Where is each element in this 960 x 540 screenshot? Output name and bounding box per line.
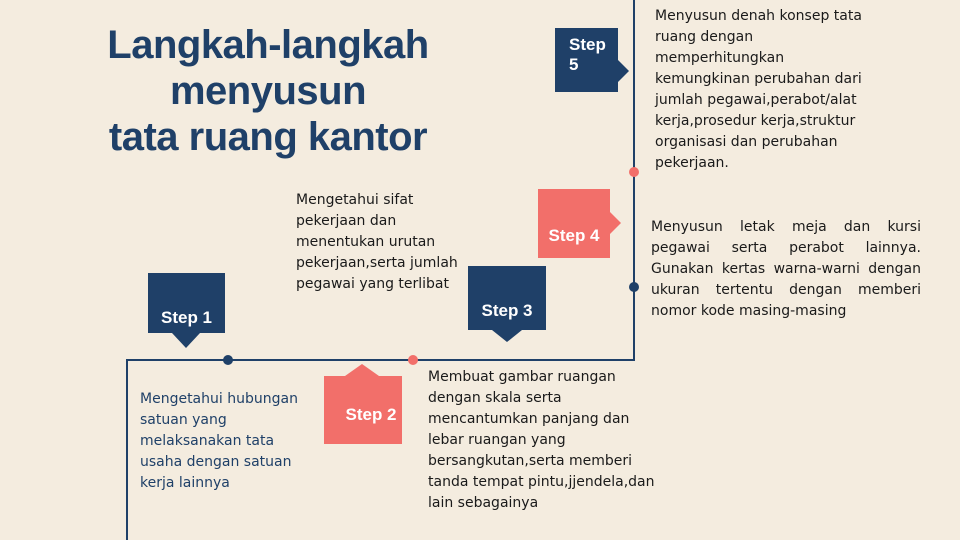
step-4-label: Step 4	[548, 225, 600, 245]
step-2-label: Step 2	[345, 405, 397, 424]
timeline-dot-1	[223, 355, 233, 365]
title-line-1: Langkah-langkah menyusun	[107, 23, 429, 113]
step-1-pointer	[172, 333, 200, 348]
step-2-pointer	[345, 364, 379, 376]
step-3-badge	[468, 266, 546, 330]
step-5-label: Step 5	[569, 35, 606, 74]
timeline-dot-4	[629, 167, 639, 177]
timeline-dot-3	[629, 282, 639, 292]
step-1-badge	[148, 273, 225, 333]
step-2-description: Membuat gambar ruangan dengan skala serta mencantumkan panjang dan lebar ruangan yang bersangkutan,serta memberi tanda tempat pintu,jjendela,dan lain sebagainya	[428, 369, 655, 511]
step-1-label: Step 1	[160, 308, 213, 327]
step-5-pointer	[618, 60, 629, 82]
step-5-badge	[555, 28, 618, 92]
step-2-badge	[324, 376, 402, 444]
step-4-description: Menyusun letak meja dan kursi pegawai serta perabot lainnya. Gunakan kertas warna-warni dengan ukuran tertentu dengan memberi nomor kode masing-masing	[651, 219, 921, 319]
timeline-dot-2	[408, 355, 418, 365]
step-5-description: Menyusun denah konsep tata ruang dengan memperhitungkan kemungkinan perubahan dari jumlah pegawai,perabot/alat kerja,prosedur kerja,struktur organisasi dan perubahan pekerjaan.	[655, 8, 862, 171]
step-3-label: Step 3	[481, 301, 533, 320]
step-4-pointer	[610, 212, 621, 234]
title-line-2: tata ruang kantor	[108, 115, 428, 159]
step-3-pointer	[492, 330, 522, 342]
step-3-description: Mengetahui sifat pekerjaan dan menentukan urutan pekerjaan,serta jumlah pegawai yang terlibat	[296, 192, 458, 292]
step-4-badge	[538, 189, 610, 258]
step-1-description: Mengetahui hubungan satuan yang melaksanakan tata usaha dengan satuan kerja lainnya	[140, 391, 298, 491]
